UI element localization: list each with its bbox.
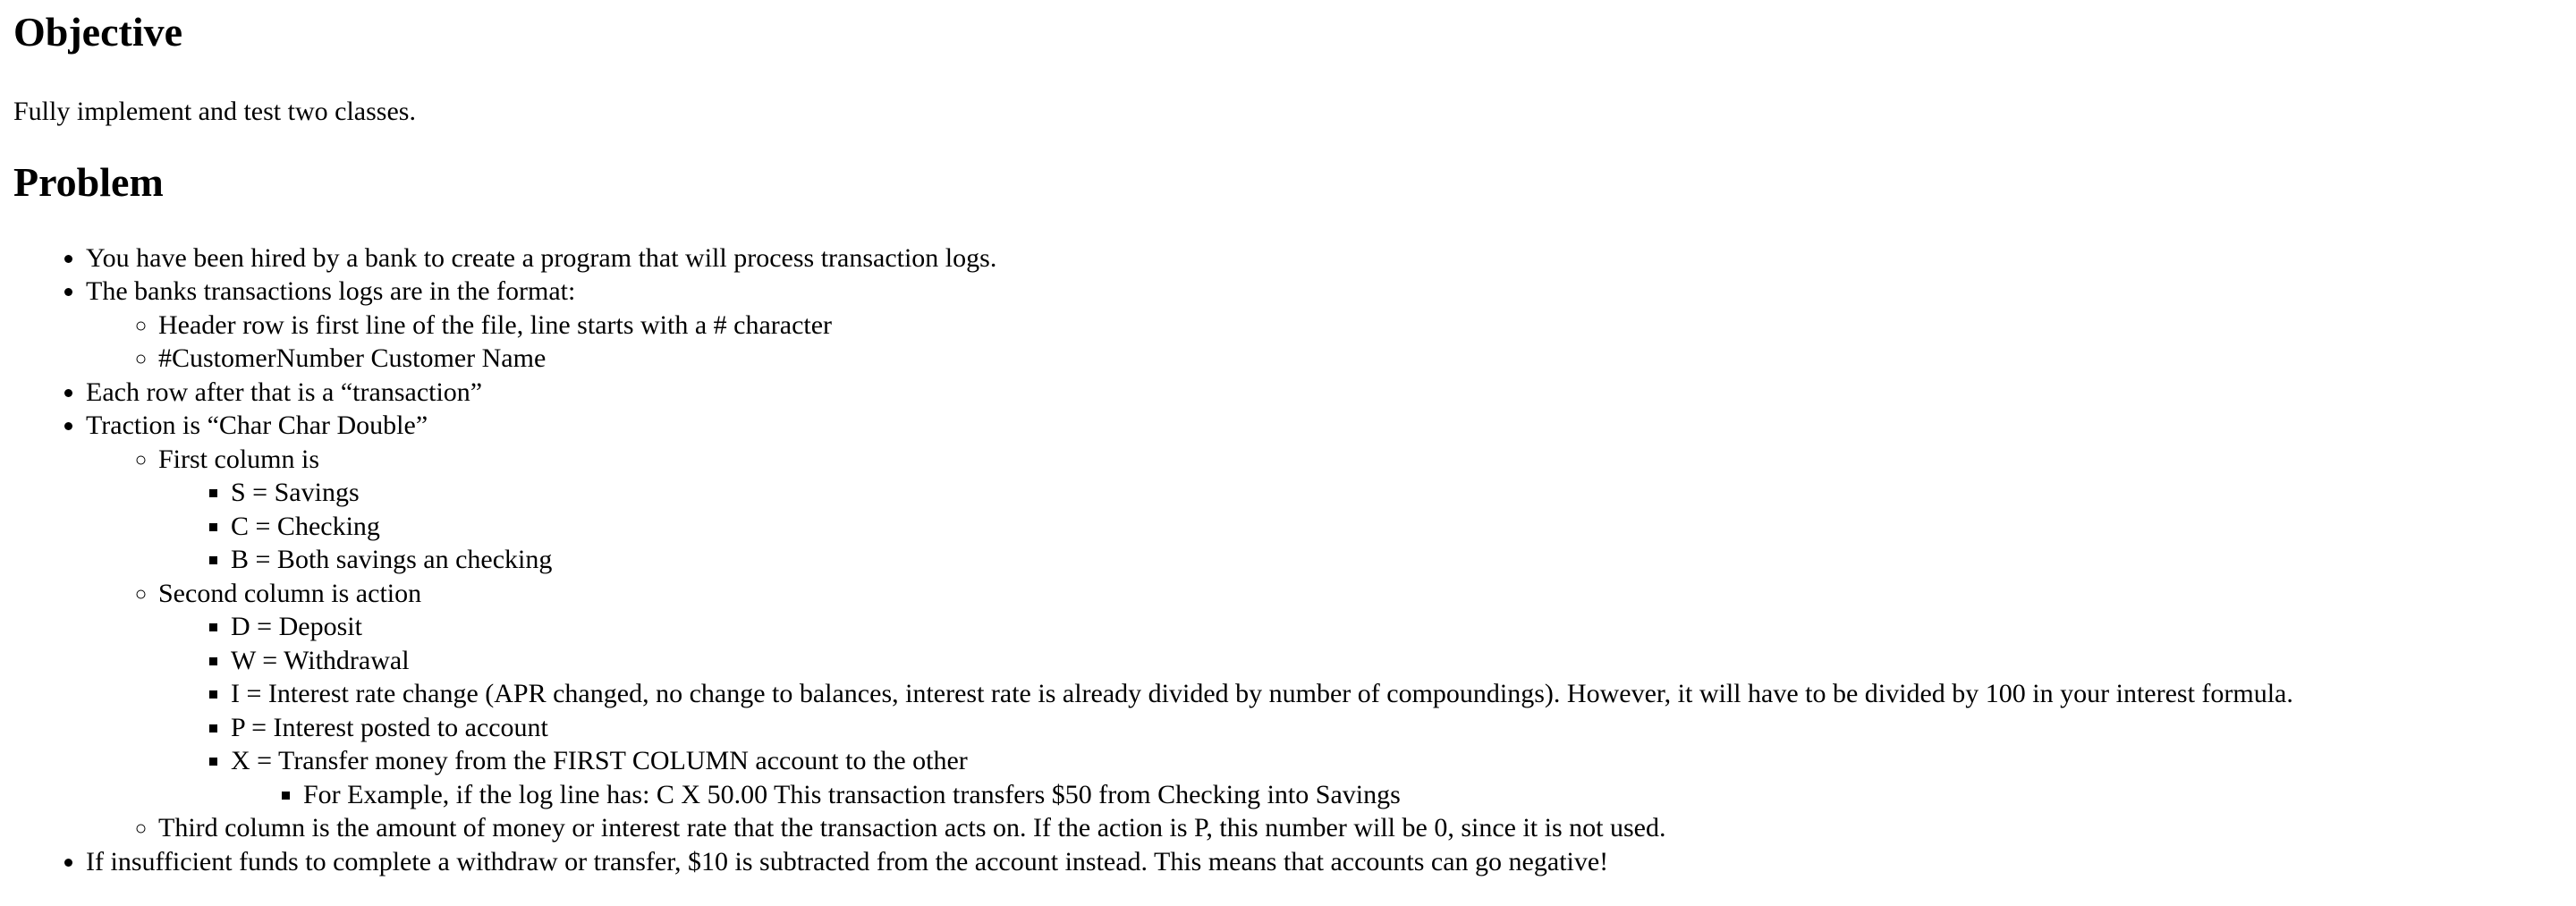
list-item-first-column: [158, 443, 2563, 577]
list-item-third-column: ◦ Third column is the amount of money or interest rate that the transaction acts on. If the action is P, this number will be 0, since it is not used.: [158, 811, 2563, 845]
list-item-hired: • You have been hired by a bank to create a program that will process transaction logs.: [86, 241, 2563, 275]
transfer-example-list: [231, 778, 2563, 812]
objective-heading: Objective: [13, 9, 183, 55]
list-item-each-row: • Each row after that is a “transaction”: [86, 376, 2563, 410]
list-item-format-text: The banks transactions logs are in the format:: [86, 276, 576, 306]
columns-sublist: [86, 443, 2563, 845]
objective-text: Fully implement and test two classes.: [13, 97, 416, 126]
second-column-options: [158, 610, 2563, 811]
list-item-format: [86, 275, 2563, 376]
option-withdrawal: ▪ W = Withdrawal: [231, 644, 2563, 678]
option-savings: ▪ S = Savings: [231, 476, 2563, 510]
first-column-options: [158, 476, 2563, 577]
option-checking: ▪ C = Checking: [231, 510, 2563, 544]
list-item-traction: [86, 409, 2563, 845]
document-page: [0, 9, 2576, 878]
format-sublist: [86, 309, 2563, 376]
list-item-customer-number: ◦ #CustomerNumber Customer Name: [158, 342, 2563, 376]
first-column-label: First column is: [158, 444, 320, 474]
transfer-example: ▪ For Example, if the log line has: C X 50.00 This transaction transfers $50 from Checking into Savings: [303, 778, 2563, 812]
problem-list: [13, 241, 2563, 879]
list-item-header-row: ◦ Header row is first line of the file, line starts with a # character: [158, 309, 2563, 343]
option-interest-posted: ▪ P = Interest posted to account: [231, 711, 2563, 745]
option-transfer: [231, 744, 2563, 811]
option-both: ▪ B = Both savings an checking: [231, 543, 2563, 577]
option-deposit: ▪ D = Deposit: [231, 610, 2563, 644]
list-item-second-column: [158, 577, 2563, 812]
option-transfer-text: X = Transfer money from the FIRST COLUMN account to the other: [231, 746, 968, 775]
list-item-traction-text: Traction is “Char Char Double”: [86, 411, 428, 440]
list-item-insufficient-funds: • If insufficient funds to complete a withdraw or transfer, $10 is subtracted from the account instead. This means that accounts can go negative!: [86, 845, 2563, 879]
option-interest-rate-change: ▪ I = Interest rate change (APR changed, no change to balances, interest rate is already divided by number of compoundings). However, it will have to be divided by 100 in your interest formula.: [231, 677, 2563, 711]
problem-heading: Problem: [13, 158, 164, 205]
second-column-label: Second column is action: [158, 578, 422, 608]
